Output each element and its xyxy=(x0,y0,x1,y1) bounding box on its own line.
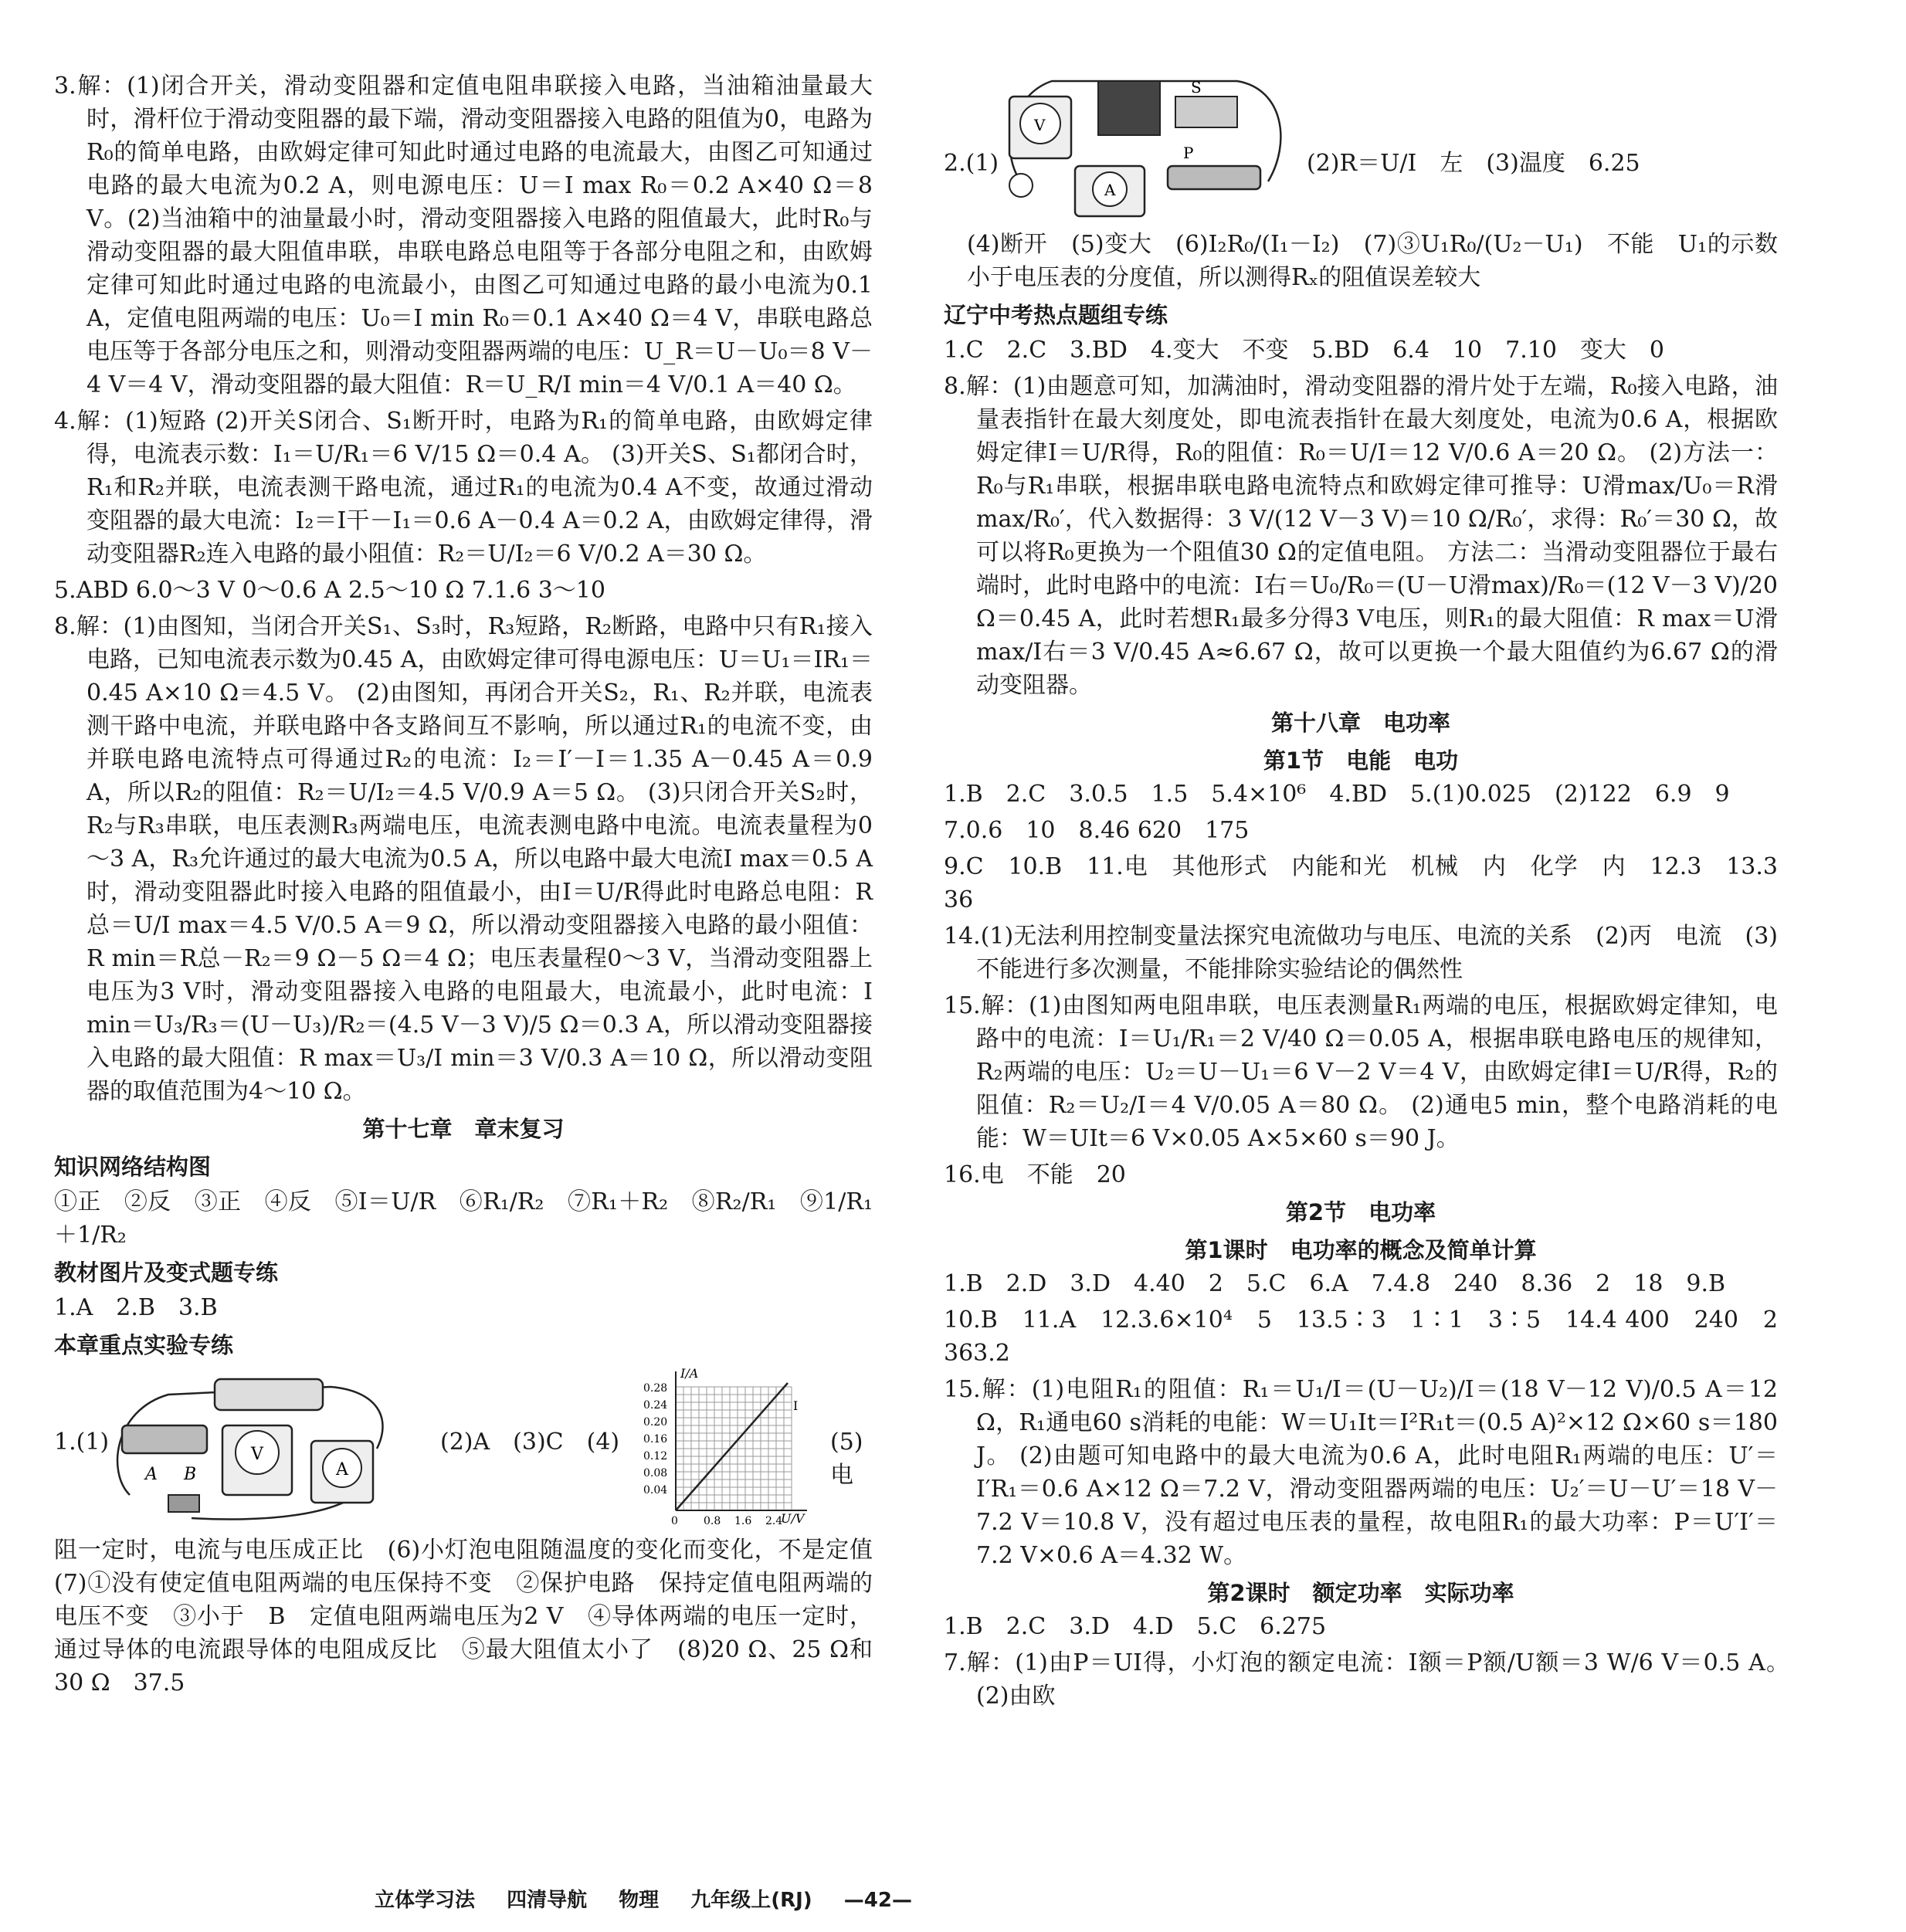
svg-text:P: P xyxy=(1183,144,1194,162)
textbook-exercise-title: 教材图片及变式题专练 xyxy=(54,1259,279,1286)
footer-page-number: —42— xyxy=(843,1889,912,1912)
s1-answer-14: 14.(1)无法利用控制变量法探究电流做功与电压、电流的关系 (2)丙 电流 (3)不能进行多次测量，不能排除实验结论的偶然性 xyxy=(944,923,1778,983)
s2k2-answers-1-6: 1.B 2.C 3.D 4.D 5.C 6.275 xyxy=(944,1613,1327,1640)
s1-answer-15: 15.解：(1)由图知两电阻串联，电压表测量R₁两端的电压，根据欧姆定律知，电路中的电流：I＝U₁/R₁＝2 V/40 Ω＝0.05 A，根据串联电路电压的规律知，R₂两端的电压：U₂＝U－U₁＝6 V－2 V＝4 V，由欧姆定律I＝U/R得，R₂的阻值：R₂＝U₂/I＝4 V/0.05 A＝80 Ω。 (2)通电5 min，整个电路消耗的电能：W＝UIt＝6 V×0.05 A×5×60 s＝90 J。 xyxy=(944,992,1778,1152)
ytick: 0.04 xyxy=(643,1484,668,1496)
xtick: 0 xyxy=(671,1515,678,1527)
chapter-17-title: 第十七章 章末复习 xyxy=(362,1116,565,1142)
exp2-answers-2-3: (2)R＝U/I 左 (3)温度 6.25 xyxy=(1307,150,1640,177)
knowledge-network-answers: ①正 ②反 ③正 ④反 ⑤I＝U/R ⑥R₁/R₂ ⑦R₁＋R₂ ⑧R₂/R₁ ⑨1/R₁＋1/R₂ xyxy=(54,1188,873,1249)
experiment-1-row xyxy=(54,1364,873,1534)
section-2-title: 第2节 电功率 xyxy=(1285,1199,1436,1225)
answer-4: 4.解：(1)短路 (2)开关S闭合、S₁断开时，电路为R₁的简单电路，由欧姆定律得，电流表示数：I₁＝U/R₁＝6 V/15 Ω＝0.4 A。 (3)开关S、S₁都闭合时，R₁和R₂并联，电流表测干路电流，通过R₁的电流为0.4 A不变，故通过滑动变阻器的最大电流：I₂＝I干－I₁＝0.6 A－0.4 A＝0.2 A，由欧姆定律得，滑动变阻器R₂连入电路的最小阻值：R₂＝U/I₂＝6 V/0.2 A＝30 Ω。 xyxy=(54,408,873,568)
liaoning-answers-1-7: 1.C 2.C 3.BD 4.变大 不变 5.BD 6.4 10 7.10 变大 0 xyxy=(944,337,1664,364)
footer-brand: 四清导航 xyxy=(507,1889,588,1912)
exp1-answers-2-4: (2)A (3)C (4) xyxy=(440,1429,620,1456)
xtick: 2.4 xyxy=(765,1515,783,1527)
left-column xyxy=(54,69,896,1703)
s2k1-answers-10-14: 10.B 11.A 12.3.6×10⁴ 5 13.5∶3 1∶1 3∶5 14.4 400 240 2 363.2 xyxy=(944,1307,1778,1367)
circuit-diagram-2 xyxy=(990,66,1291,220)
chapter-18-title: 第十八章 电功率 xyxy=(1270,710,1450,736)
key-experiment-title: 本章重点实验专练 xyxy=(54,1332,234,1358)
liaoning-answer-8: 8.解：(1)由题意可知，加满油时，滑动变阻器的滑片处于左端，R₀接入电路，油量表指针在最大刻度处，即电流表指针在最大刻度处，电流为0.6 A，根据欧姆定律I＝U/R得，R₀的阻值：R₀＝U/I＝12 V/0.6 A＝20 Ω。 (2)方法一：R₀与R₁串联，根据串联电路电流特点和欧姆定律可推导：U滑max/U₀＝R滑max/R₀′，代入数据得：3 V/(12 V－3 V)＝10 Ω/R₀′，求得：R₀′＝30 Ω，故可以将R₀更换为一个阻值30 Ω的定值电阻。 方法二：当滑动变阻器位于最右端时，此时电路中的电流：I右＝U₀/R₀＝(U－U滑max)/R₀＝(12 V－3 V)/20 Ω＝0.45 A，此时若想R₁最多分得3 V电压，则R₁的最大阻值：R max＝U滑max/I右＝3 V/0.45 A≈6.67 Ω，故可以更换一个最大阻值约为6.67 Ω的滑动变阻器。 xyxy=(944,373,1778,699)
exp2-label: 2.(1) xyxy=(944,150,999,177)
s1-answers-1-6: 1.B 2.C 3.0.5 1.5 5.4×10⁶ 4.BD 5.(1)0.025 (2)122 6.9 9 xyxy=(944,781,1730,808)
ytick: 0.28 xyxy=(643,1382,668,1395)
ytick: 0.12 xyxy=(643,1450,668,1463)
ytick: 0.08 xyxy=(643,1467,668,1480)
svg-text:V: V xyxy=(251,1445,263,1464)
svg-text:A: A xyxy=(1104,181,1116,199)
svg-text:S: S xyxy=(1191,78,1202,97)
s2-lesson-1-title: 第1课时 电功率的概念及简单计算 xyxy=(1185,1237,1537,1263)
ytick: 0.16 xyxy=(643,1433,668,1446)
ytick: 0.24 xyxy=(643,1399,668,1412)
footer-series: 立体学习法 xyxy=(375,1889,476,1912)
ytick: 0.20 xyxy=(643,1416,668,1429)
footer-grade: 九年级上(RJ) xyxy=(690,1889,812,1912)
experiment-2-row xyxy=(944,78,1778,228)
s1-answers-7-8: 7.0.6 10 8.46 620 175 xyxy=(944,817,1250,844)
answer-8: 8.解：(1)由图知，当闭合开关S₁、S₃时，R₃短路，R₂断路，电路中只有R₁接入电路，已知电流表示数为0.45 A，由欧姆定律可得电源电压：U＝U₁＝IR₁＝0.45 A×10 Ω＝4.5 V。 (2)由图知，再闭合开关S₂，R₁、R₂并联，电流表测干路中电流，并联电路中各支路间互不影响，所以通过R₁的电流不变，由并联电路电流特点可得通过R₂的电流：I₂＝I′－I＝1.35 A－0.45 A＝0.9 A，所以R₂的阻值：R₂＝U/I₂＝4.5 V/0.9 A＝5 Ω。 (3)只闭合开关S₂时，R₂与R₃串联，电压表测R₃两端电压，电流表测电路中电流。电流表量程为0～3 A，R₃允许通过的最大电流为0.5 A，所以电路中最大电流I max＝0.5 A时，滑动变阻器此时接入电路的阻值最小，由I＝U/R得此时电路总电阻：R总＝U/I max＝4.5 V/0.5 A＝9 Ω，所以滑动变阻器接入电路的最小阻值：R min＝R总－R₂＝9 Ω－5 Ω＝4 Ω；电压表量程0～3 V，当滑动变阻器上电压为3 V时，滑动变阻器接入电路的电阻最大，电流最小，此时电流：I min＝U₃/R₃＝(U－U₃)/R₂＝(4.5 V－3 V)/5 Ω＝0.3 A，所以滑动变阻器接入电路的最大阻值：R max＝U₃/I min＝3 V/0.3 A＝10 Ω，所以滑动变阻器的取值范围为4～10 Ω。 xyxy=(54,613,873,1105)
right-column xyxy=(944,78,1801,1716)
s2k1-answers-1-9: 1.B 2.D 3.D 4.40 2 5.C 6.A 7.4.8 240 8.36 2 18 9.B xyxy=(944,1270,1726,1297)
s1-answer-16: 16.电 不能 20 xyxy=(944,1161,1126,1188)
page-footer xyxy=(375,1884,937,1913)
xtick: 0.8 xyxy=(704,1515,721,1527)
knowledge-network-title: 知识网络结构图 xyxy=(54,1154,212,1180)
graph-xlabel: U/V xyxy=(781,1511,805,1526)
exp2-answers-4-7: (4)断开 (5)变大 (6)I₂R₀/(I₁－I₂) (7)③U₁R₀/(U₂－U₁) 不能 U₁的示数小于电压表的分度值，所以测得Rₓ的阻值误差较大 xyxy=(967,231,1778,291)
exp1-answer-5-start: (5)电 xyxy=(830,1429,863,1489)
liaoning-title: 辽宁中考热点题组专练 xyxy=(944,302,1168,328)
graph-ylabel: I/A xyxy=(680,1366,699,1381)
svg-text:A: A xyxy=(145,1465,158,1484)
circuit-diagram-1 xyxy=(99,1364,423,1526)
experiment-1-remainder: 阻一定时，电流与电压成正比 (6)小灯泡电阻随温度的变化而变化，不是定值 (7)①没有使定值电阻两端的电压保持不变 ②保护电路 保持定值电阻两端的电压不变 ③小于 B 定值电阻两端电压为2 V ④导体两端的电压一定时，通过导体的电流跟导体的电阻成反比 ⑤最大阻值太小了 (8)20 Ω、25 Ω和30 Ω 37.5 xyxy=(54,1537,896,1696)
footer-subject: 物理 xyxy=(619,1889,660,1912)
svg-text:B: B xyxy=(184,1465,197,1484)
s2k1-answer-15: 15.解：(1)电阻R₁的阻值：R₁＝U₁/I＝(U－U₂)/I＝(18 V－12 V)/0.5 A＝12 Ω，R₁通电60 s消耗的电能：W＝U₁It＝I²R₁t＝(0.5 A)²×12 Ω×60 s＝180 J。 (2)由题可知电路中的最大电流为0.6 A，此时电阻R₁两端的电压：U′＝I′R₁＝0.6 A×12 Ω＝7.2 V，滑动变阻器两端的电压：U₂′＝U－U′＝18 V－7.2 V＝10.8 V，没有超过电压表的量程，故电阻R₁的最大功率：P＝U′I′＝7.2 V×0.6 A＝4.32 W。 xyxy=(944,1376,1778,1569)
section-1-title: 第1节 电能 电功 xyxy=(1263,747,1459,774)
s2-lesson-2-title: 第2课时 额定功率 实际功率 xyxy=(1207,1580,1514,1606)
answer-3: 3.解：(1)闭合开关，滑动变阻器和定值电阻串联接入电路，当油箱油量最大时，滑杆位于滑动变阻器的最下端，滑动变阻器接入电路的阻值为0，电路为R₀的简单电路，由欧姆定律可知此时通过电路的电流最大，由图乙可知通过电路的最大电流为0.2 A，则电源电压：U＝I max R₀＝0.2 A×40 Ω＝8 V。(2)当油箱中的油量最小时，滑动变阻器接入电路的阻值最大，此时R₀与滑动变阻器的最大阻值串联，串联电路总电阻等于各部分电阻之和，由欧姆定律可知此时通过电路的电流最小，由图乙可知通过电路的最小电流为0.1 A，定值电阻两端的电压：U₀＝I min R₀＝0.1 A×40 Ω＝4 V，串联电路总电压等于各部分电压之和，则滑动变阻器两端的电压：U_R＝U－U₀＝8 V－4 V＝4 V，滑动变阻器的最大阻值：R＝U_R/I min＝4 V/0.1 A＝40 Ω。 xyxy=(54,73,873,398)
s2k2-answer-7: 7.解：(1)由P＝UI得，小灯泡的额定电流：I额＝P额/U额＝3 W/6 V＝0.5 A。 (2)由欧 xyxy=(944,1649,1801,1710)
exp1-label: 1.(1) xyxy=(54,1429,110,1456)
iu-graph xyxy=(629,1364,815,1530)
svg-text:V: V xyxy=(1034,116,1046,134)
svg-text:A: A xyxy=(336,1460,348,1480)
graph-curve-label: I xyxy=(793,1398,799,1413)
s1-answers-9-13: 9.C 10.B 11.电 其他形式 内能和光 机械 内 化学 内 12.3 13.3 36 xyxy=(944,853,1801,913)
textbook-exercise-answers: 1.A 2.B 3.B xyxy=(54,1294,218,1321)
xtick: 1.6 xyxy=(734,1515,752,1527)
answer-5-7: 5.ABD 6.0～3 V 0～0.6 A 2.5～10 Ω 7.1.6 3～10 xyxy=(54,577,605,604)
